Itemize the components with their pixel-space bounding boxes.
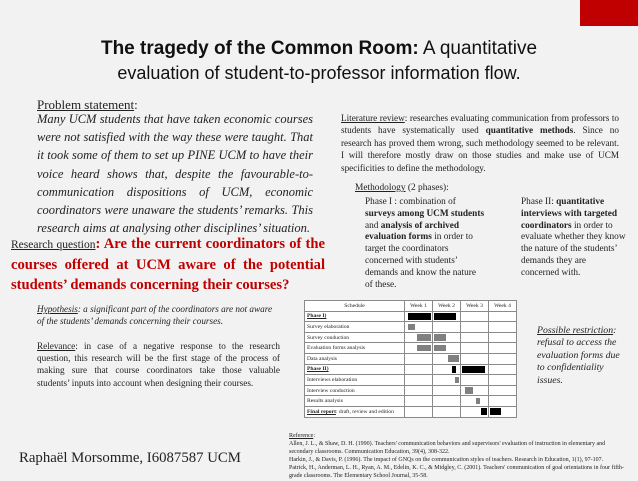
corner-accent-bar	[580, 0, 638, 26]
phase2-tail: in order to evaluate whether they know the nature of the students’ demands they are concerned with.	[521, 220, 626, 278]
schedule-header: Schedule	[305, 301, 405, 312]
gantt-bar	[481, 408, 486, 415]
schedule-phase-label: Final report	[307, 408, 336, 415]
week-2-header: Week 2	[433, 301, 461, 312]
schedule-week-cell	[461, 311, 489, 322]
schedule-row	[305, 311, 517, 322]
schedule-task-label	[305, 311, 405, 322]
gantt-bar	[490, 408, 501, 415]
schedule-label-rest: : draft, review and edition	[335, 408, 394, 415]
reference-entry: Allen, J. L., & Shaw, D. H. (1990). Teachers' communication behaviors and supervisors' evaluation of instruction in elementary and secondary classrooms. Communication Education, 39(4), 308-322.	[289, 441, 606, 456]
rq-text: Are the current coordinators of the courses offered at UCM aware of the potential students’ demands concerning their courses?	[11, 236, 325, 293]
possible-restriction	[537, 325, 629, 387]
reference-list	[289, 432, 629, 481]
reference-heading	[289, 432, 629, 440]
gantt-bar	[417, 345, 431, 352]
schedule-week-cell	[433, 396, 461, 407]
author-line: Raphaël Morsomme, I6087587 UCM	[19, 450, 241, 466]
schedule-week-cell	[433, 375, 461, 386]
schedule-week-cell	[489, 375, 517, 386]
literature-review	[341, 112, 619, 174]
schedule-week-cell	[405, 322, 433, 333]
reference-entry: Patrick, H., Anderman, L. H., Ryan, A. M., Edelin, K. C., & Midgley, C. (2001). Teachers' communication of goal orientations in four fifth-grade classrooms. The Elementary School Journal, 35-58.	[289, 465, 624, 480]
schedule-week-cell	[461, 353, 489, 364]
schedule-week-cell	[489, 343, 517, 354]
schedule-task-label: Interviews elaboration	[305, 375, 405, 386]
schedule-header-row	[305, 301, 517, 312]
schedule-task-label	[305, 406, 405, 417]
schedule-week-cell	[405, 311, 433, 322]
schedule-week-cell	[433, 364, 461, 375]
schedule-week-cell	[489, 364, 517, 375]
gantt-bar	[455, 377, 459, 384]
schedule-week-cell	[433, 322, 461, 333]
week-1-header: Week 1	[405, 301, 433, 312]
reference-label: Reference	[289, 433, 314, 439]
schedule-week-cell	[461, 343, 489, 354]
methodology-suffix: (2 phases):	[405, 183, 449, 193]
phase1-bold-2: analysis of archived evaluation forms	[365, 220, 460, 243]
schedule-week-cell	[489, 332, 517, 343]
schedule-phase-label: Phase II)	[307, 366, 329, 373]
schedule-row	[305, 406, 517, 417]
gantt-bar	[434, 345, 446, 352]
schedule-row	[305, 396, 517, 407]
schedule-task-label	[305, 364, 405, 375]
schedule-table	[304, 300, 517, 418]
gantt-bar	[408, 324, 416, 331]
restriction-label: Possible restriction	[537, 325, 614, 336]
schedule-task-label: Interview conduction	[305, 385, 405, 396]
poster-subtitle: evaluation of student-to-professor information flow.	[117, 63, 521, 83]
rq-label: Research question	[11, 239, 96, 251]
schedule-week-cell	[461, 375, 489, 386]
gantt-bar	[476, 398, 480, 405]
schedule-row	[305, 353, 517, 364]
schedule-week-cell	[405, 332, 433, 343]
rq-colon: :	[95, 236, 104, 252]
schedule-task-label: Survey conduction	[305, 332, 405, 343]
schedule-row	[305, 364, 517, 375]
reference-entry: Harkin, J., & Davis, P. (1996). The impact of GNQs on the communication styles of teachers. Research in Education, 1(1), 97-107.	[289, 457, 604, 464]
gantt-bar	[465, 387, 473, 394]
poster-title	[0, 38, 638, 60]
gantt-bar	[434, 313, 456, 320]
title-bold: The tragedy of the Common Room:	[100, 38, 419, 59]
schedule-week-cell	[405, 396, 433, 407]
schedule-task-label: Data analysis	[305, 353, 405, 364]
phase2-lead: Phase II:	[521, 197, 557, 207]
methodology-heading	[355, 183, 449, 193]
relevance	[37, 340, 280, 389]
literature-text-1: : researches evaluating communication from professors to students have systematically used	[341, 113, 620, 136]
schedule-week-cell	[433, 311, 461, 322]
relevance-text: : in case of a negative response to the research question, this research will be the first stage of the process of making sure that course coordinators take those valuable students’ inputs into account when designing their courses.	[37, 341, 280, 388]
schedule-phase-label: Phase I)	[307, 313, 327, 320]
schedule-row	[305, 343, 517, 354]
gantt-bar	[408, 313, 431, 320]
phase1-mid: and	[365, 220, 381, 231]
week-4-header: Week 4	[489, 301, 517, 312]
gantt-bar	[448, 355, 459, 362]
schedule-row	[305, 375, 517, 386]
schedule-week-cell	[405, 364, 433, 375]
schedule-row	[305, 332, 517, 343]
hypothesis-label: Hypothesis	[37, 304, 78, 314]
reference-colon: :	[313, 433, 315, 439]
gantt-bar	[434, 334, 446, 341]
schedule-week-cell	[489, 406, 517, 417]
methodology-label: Methodology	[355, 183, 406, 193]
schedule-week-cell	[489, 322, 517, 333]
schedule-week-cell	[405, 375, 433, 386]
gantt-bar	[452, 366, 456, 373]
schedule-row	[305, 322, 517, 333]
schedule-week-cell	[405, 385, 433, 396]
phase-2-description	[521, 197, 626, 280]
gantt-bar	[417, 334, 431, 341]
schedule-week-cell	[461, 396, 489, 407]
schedule-body	[305, 311, 517, 417]
problem-colon: :	[134, 97, 138, 112]
schedule-week-cell	[489, 353, 517, 364]
literature-label: Literature review	[341, 113, 405, 123]
schedule-week-cell	[433, 353, 461, 364]
phase2-bold: quantitative interviews with targeted coordinators	[521, 197, 618, 231]
schedule-week-cell	[461, 322, 489, 333]
schedule-week-cell	[433, 385, 461, 396]
literature-bold: quantitative methods	[485, 125, 574, 136]
research-question	[11, 234, 325, 295]
schedule-week-cell	[461, 332, 489, 343]
hypothesis-text: : a significant part of the coordinators are not aware of the students’ demands concerning their courses.	[37, 304, 273, 326]
schedule-week-cell	[489, 396, 517, 407]
relevance-label: Relevance	[37, 341, 76, 351]
schedule-week-cell	[433, 406, 461, 417]
hypothesis	[37, 303, 280, 327]
week-3-header: Week 3	[461, 301, 489, 312]
schedule-week-cell	[433, 343, 461, 354]
literature-text-2: . Since no research has proved them wrong, such methodology seemed to be relevant. I will therefore mostly draw on those studies and make use of UCM specificities to define the methodology.	[341, 125, 619, 173]
schedule-week-cell	[405, 353, 433, 364]
schedule-week-cell	[405, 406, 433, 417]
schedule-week-cell	[461, 406, 489, 417]
schedule-week-cell	[405, 343, 433, 354]
schedule-task-label: Results analysis	[305, 396, 405, 407]
problem-label: Problem statement	[37, 97, 135, 112]
phase1-tail: in order to target the coordinators concerned with students’ demands and know the nature of these.	[365, 232, 477, 290]
restriction-text: : refusal to access the evaluation forms due to confidentiality issues.	[537, 325, 620, 386]
phase-1-description	[365, 197, 485, 291]
schedule-week-cell	[489, 385, 517, 396]
phase1-lead: Phase I : combination of	[365, 197, 456, 207]
problem-statement: Many UCM students that have taken economic courses were not satisfied with the way these were taught. That it took some of them to set up PINE UCM to have their voice heard shows that, despite the favourable-to-communication dispositions of UCM, economic coordinators were unaware the students’ remarks. This research aims at analysing other disciplines’ situation.	[37, 112, 313, 236]
gantt-bar	[462, 366, 485, 373]
schedule-week-cell	[461, 385, 489, 396]
schedule-task-label: Evaluation forms analysis	[305, 343, 405, 354]
schedule-week-cell	[489, 311, 517, 322]
schedule-week-cell	[433, 332, 461, 343]
phase1-bold-1: surveys among UCM students	[365, 208, 485, 219]
schedule-week-cell	[461, 364, 489, 375]
schedule-row	[305, 385, 517, 396]
schedule-task-label: Survey elaboration	[305, 322, 405, 333]
title-rest: A quantitative	[418, 38, 538, 59]
